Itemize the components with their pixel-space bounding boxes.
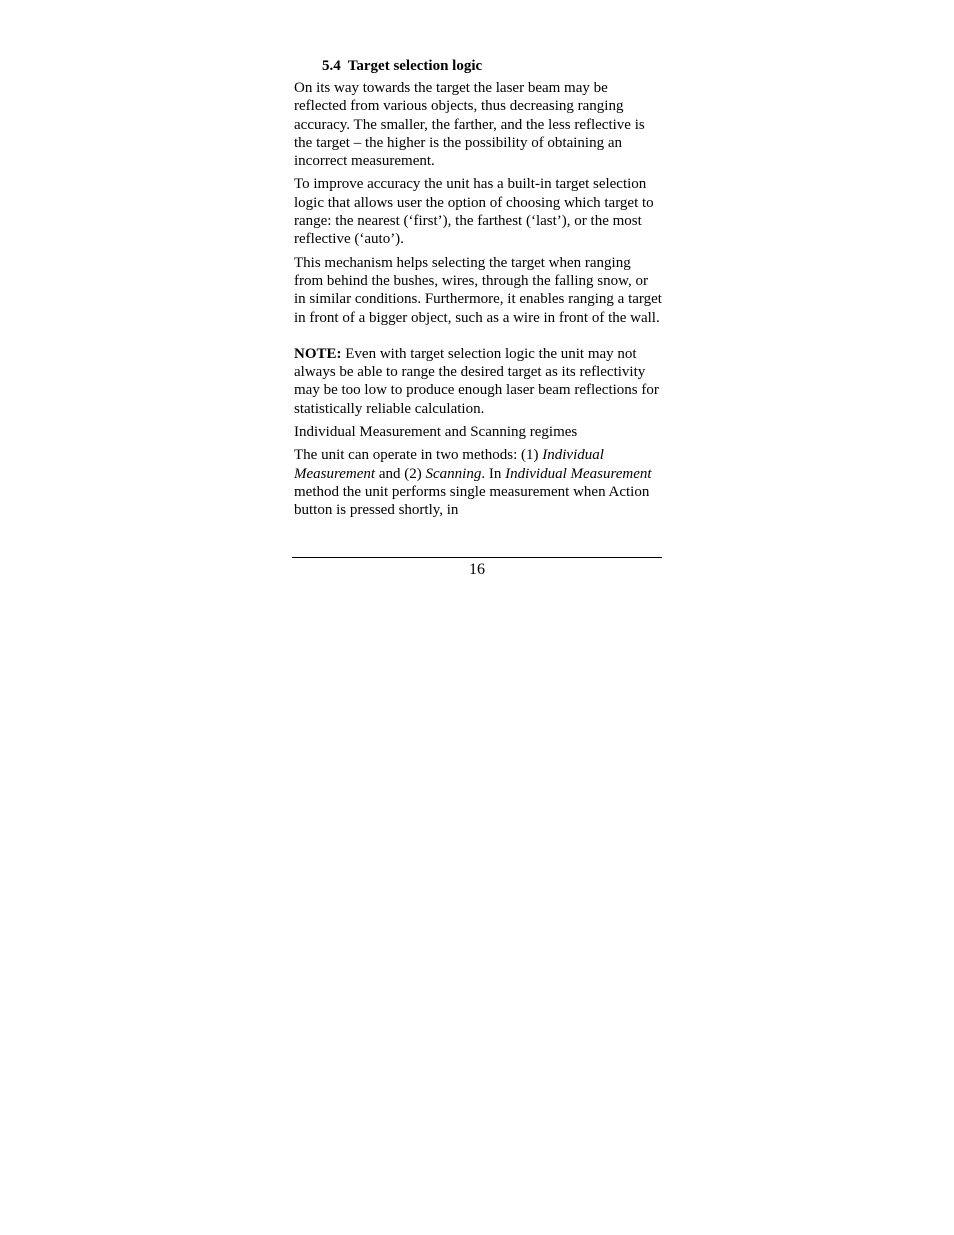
section-number: 5.4 bbox=[322, 58, 341, 74]
methods-text-3: . In bbox=[481, 465, 506, 482]
note-text: Even with target selection logic the unit may not always be able to range the desired target as its reflectivity may be too low to produce enough laser beam reflections for statistically reliable calculation. bbox=[294, 345, 659, 417]
section-heading bbox=[322, 56, 662, 76]
methods-text-2: and (2) bbox=[375, 465, 426, 482]
regimes-subheading: Individual Measurement and Scanning regimes bbox=[294, 424, 578, 441]
paragraph-target-selection: To improve accuracy the unit has a built-in target selection logic that allows user the option of choosing which target to range: the nearest (‘first’), the farthest (‘last’), or the most reflective (‘auto’). bbox=[294, 176, 654, 248]
methods-emphasis-2: Scanning bbox=[425, 465, 482, 482]
footer-divider bbox=[292, 557, 662, 558]
note-label: NOTE: bbox=[294, 345, 342, 362]
note-paragraph bbox=[294, 345, 662, 418]
methods-text-4: method the unit performs single measurement when Action button is pressed shortly, in bbox=[294, 483, 650, 519]
page-content bbox=[294, 56, 662, 525]
page-number: 16 bbox=[469, 561, 485, 578]
section-title: Target selection logic bbox=[347, 58, 483, 74]
paragraph-mechanism: This mechanism helps selecting the target when ranging from behind the bushes, wires, through the falling snow, or in similar conditions. Furthermore, it enables ranging a target in front of a bigger object, such as a wire in front of the wall. bbox=[294, 254, 662, 326]
paragraph-methods bbox=[294, 446, 662, 519]
methods-emphasis-1: Individual Measurement bbox=[294, 447, 604, 482]
methods-text-1: The unit can operate in two methods: (1) bbox=[294, 447, 543, 464]
methods-emphasis-3: Individual Measurement bbox=[505, 465, 652, 482]
paragraph-laser-reflection: On its way towards the target the laser beam may be reflected from various objects, thus decreasing ranging accuracy. The smaller, the farther, and the less reflective is the target – the higher is the possibility of obtaining an incorrect measurement. bbox=[294, 80, 645, 170]
